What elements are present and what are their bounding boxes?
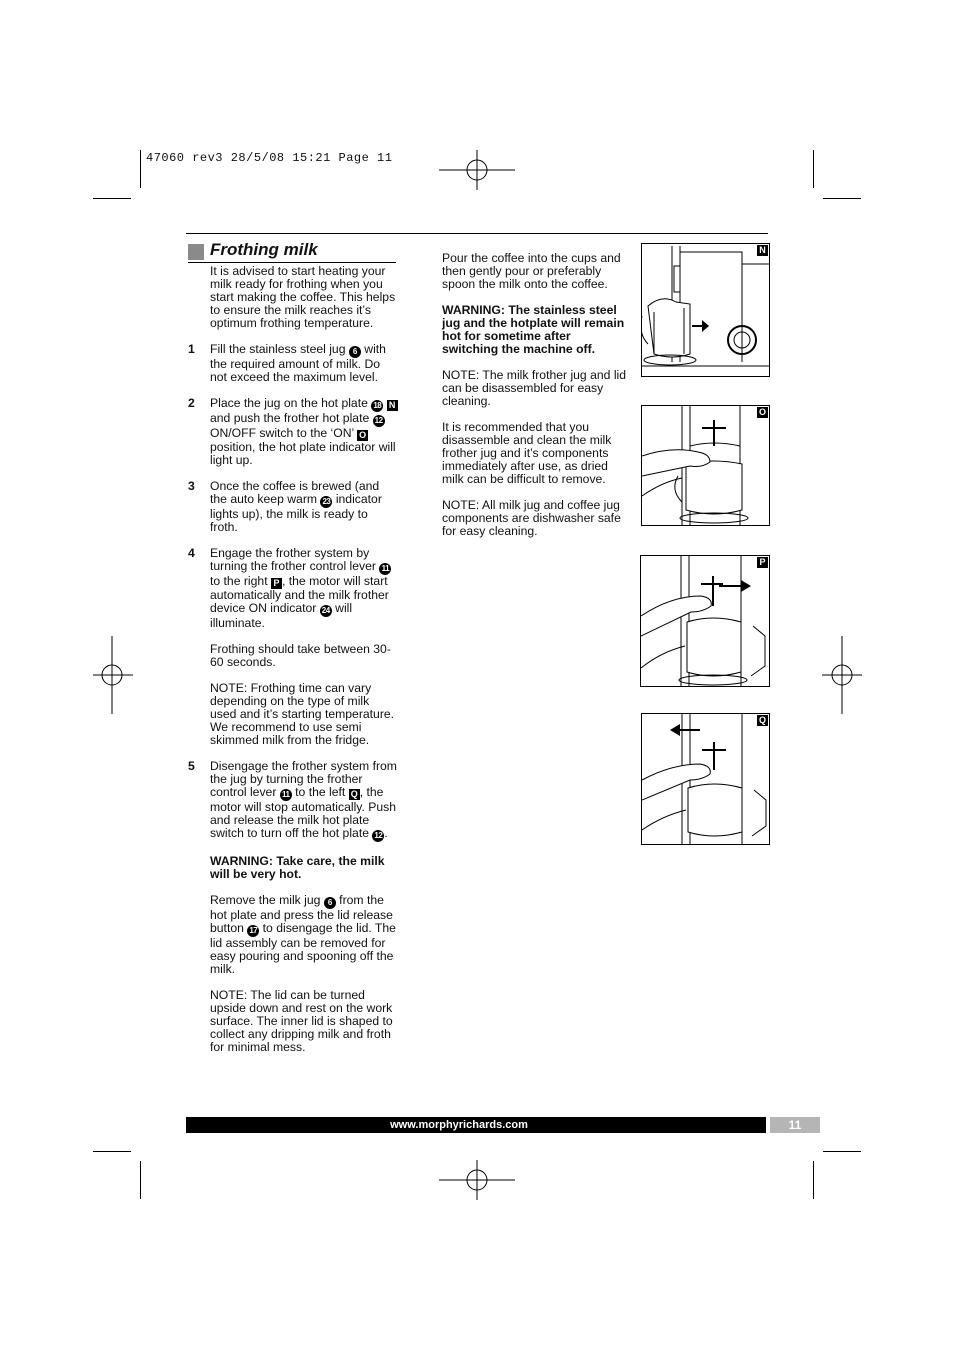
jug-on-hotplate-illustration — [642, 244, 769, 376]
crop-mark — [140, 150, 141, 188]
frothing-time: Frothing should take between 30-60 seconds. — [210, 642, 391, 669]
lever-left-illustration — [642, 714, 769, 844]
footer-website: www.morphyrichards.com — [390, 1119, 528, 1131]
section-marker — [188, 244, 204, 260]
warning-hot-milk: WARNING: Take care, the milk will be very hot. — [210, 854, 385, 881]
step-number: 5 — [188, 759, 195, 773]
part-number-badge: 11 — [280, 789, 292, 801]
step-number: 2 — [188, 396, 195, 410]
warning-hotplate: WARNING: The stainless steel jug and the hotplate will remain hot for sometime after switching the machine off. — [442, 303, 625, 356]
step-item: 3 Once the coffee is brewed (and the auto keep warm 23 indicator lights up), the milk is ready to froth. — [188, 479, 382, 534]
intro-paragraph: It is advised to start heating your milk ready for frothing when you start making the coffee. This helps to ensure the milk reaches it’s optimum frothing temperature. — [210, 264, 396, 330]
note-disassemble: NOTE: The milk frother jug and lid can be disassembled for easy cleaning. — [442, 368, 627, 408]
figure-reference-badge: Q — [350, 789, 358, 799]
figure-reference-badge: N — [387, 400, 398, 411]
step-item: 2 Place the jug on the hot plate 18 N and push the frother hot plate 12 ON/OFF switch to the ‘ON’ O position, the hot plate indicator will light up. — [210, 397, 398, 467]
part-number-badge: 6 — [324, 897, 336, 909]
part-number-badge: 23 — [320, 496, 332, 508]
crop-mark — [813, 1161, 814, 1199]
figure-o — [641, 405, 770, 526]
part-number-badge: 6 — [349, 346, 361, 358]
section-title: Frothing milk — [210, 240, 318, 259]
figure-p — [640, 555, 770, 687]
figure-label: N — [757, 245, 768, 256]
note-lid: NOTE: The lid can be turned upside down and rest on the work surface. The inner lid is shaped to collect any dripping milk and froth for minimal mess. — [210, 988, 393, 1054]
remove-jug-paragraph: Remove the milk jug 6 from the hot plate and press the lid release button 17 to disengage the lid. The lid assembly can be removed for easy pouring and spooning off the milk. — [210, 893, 396, 976]
registration-mark-bottom — [437, 1160, 517, 1202]
registration-mark-top — [437, 150, 517, 192]
crop-mark — [140, 1161, 141, 1199]
push-switch-illustration — [642, 406, 769, 525]
title-underline — [188, 262, 396, 263]
step-item: 4 Engage the frother system by turning the frother control lever 11 to the right P , the motor will start automatically and the milk frother device ON indicator 24 will illuminate. — [210, 547, 398, 630]
figure-label: P — [757, 557, 768, 568]
step-item: 5 Disengage the frother system from the jug by turning the frother control lever 11 to the left Q , the motor will stop automatically. Push and release the milk hot plate switch to turn off the hot plate 12 . — [188, 759, 397, 840]
crop-mark — [93, 198, 131, 199]
registration-mark-left — [93, 636, 133, 714]
cleaning-recommendation: It is recommended that you disassemble and clean the milk frother jug and it’s components immediately after use, as dried milk can be difficult to remove. — [442, 420, 612, 486]
registration-mark-right — [822, 636, 862, 714]
left-column — [188, 264, 398, 1067]
figure-q — [641, 713, 770, 845]
print-slug: 47060 rev3 28/5/08 15:21 Page 11 — [146, 151, 393, 165]
part-number-badge: 17 — [247, 925, 259, 937]
note-dishwasher: NOTE: All milk jug and coffee jug components are dishwasher safe for easy cleaning. — [442, 498, 621, 538]
part-number-badge: 18 — [371, 400, 383, 412]
figure-n — [641, 243, 770, 377]
part-number-badge: 12 — [372, 830, 384, 842]
figure-reference-badge: O — [359, 430, 367, 440]
crop-mark — [823, 1151, 861, 1152]
figure-label: O — [758, 407, 766, 417]
step-number: 1 — [188, 342, 195, 356]
middle-column — [442, 252, 630, 551]
step-item: 1 Fill the stainless steel jug 6 with the required amount of milk. Do not exceed the maximum level. — [188, 342, 386, 384]
top-rule — [186, 233, 768, 234]
figure-label: Q — [758, 715, 766, 725]
lever-right-illustration — [641, 556, 769, 686]
crop-mark — [93, 1151, 131, 1152]
part-number-badge: 12 — [373, 415, 385, 427]
step-number: 4 — [188, 546, 195, 560]
part-number-badge: 11 — [379, 563, 391, 575]
pour-paragraph: Pour the coffee into the cups and then gently pour or preferably spoon the milk onto the coffee. — [442, 251, 621, 291]
figure-reference-badge: P — [271, 578, 282, 589]
crop-mark — [823, 198, 861, 199]
step-5 — [188, 759, 398, 842]
steps-list — [188, 342, 398, 630]
crop-mark — [813, 150, 814, 188]
note-frothing-time: NOTE: Frothing time can vary depending on the type of milk used and it’s starting temperature. We recommend to use semi skimmed milk from the fridge. — [210, 681, 395, 747]
step-number: 3 — [188, 479, 195, 493]
page-number: 11 — [770, 1117, 820, 1133]
part-number-badge: 24 — [320, 605, 332, 617]
